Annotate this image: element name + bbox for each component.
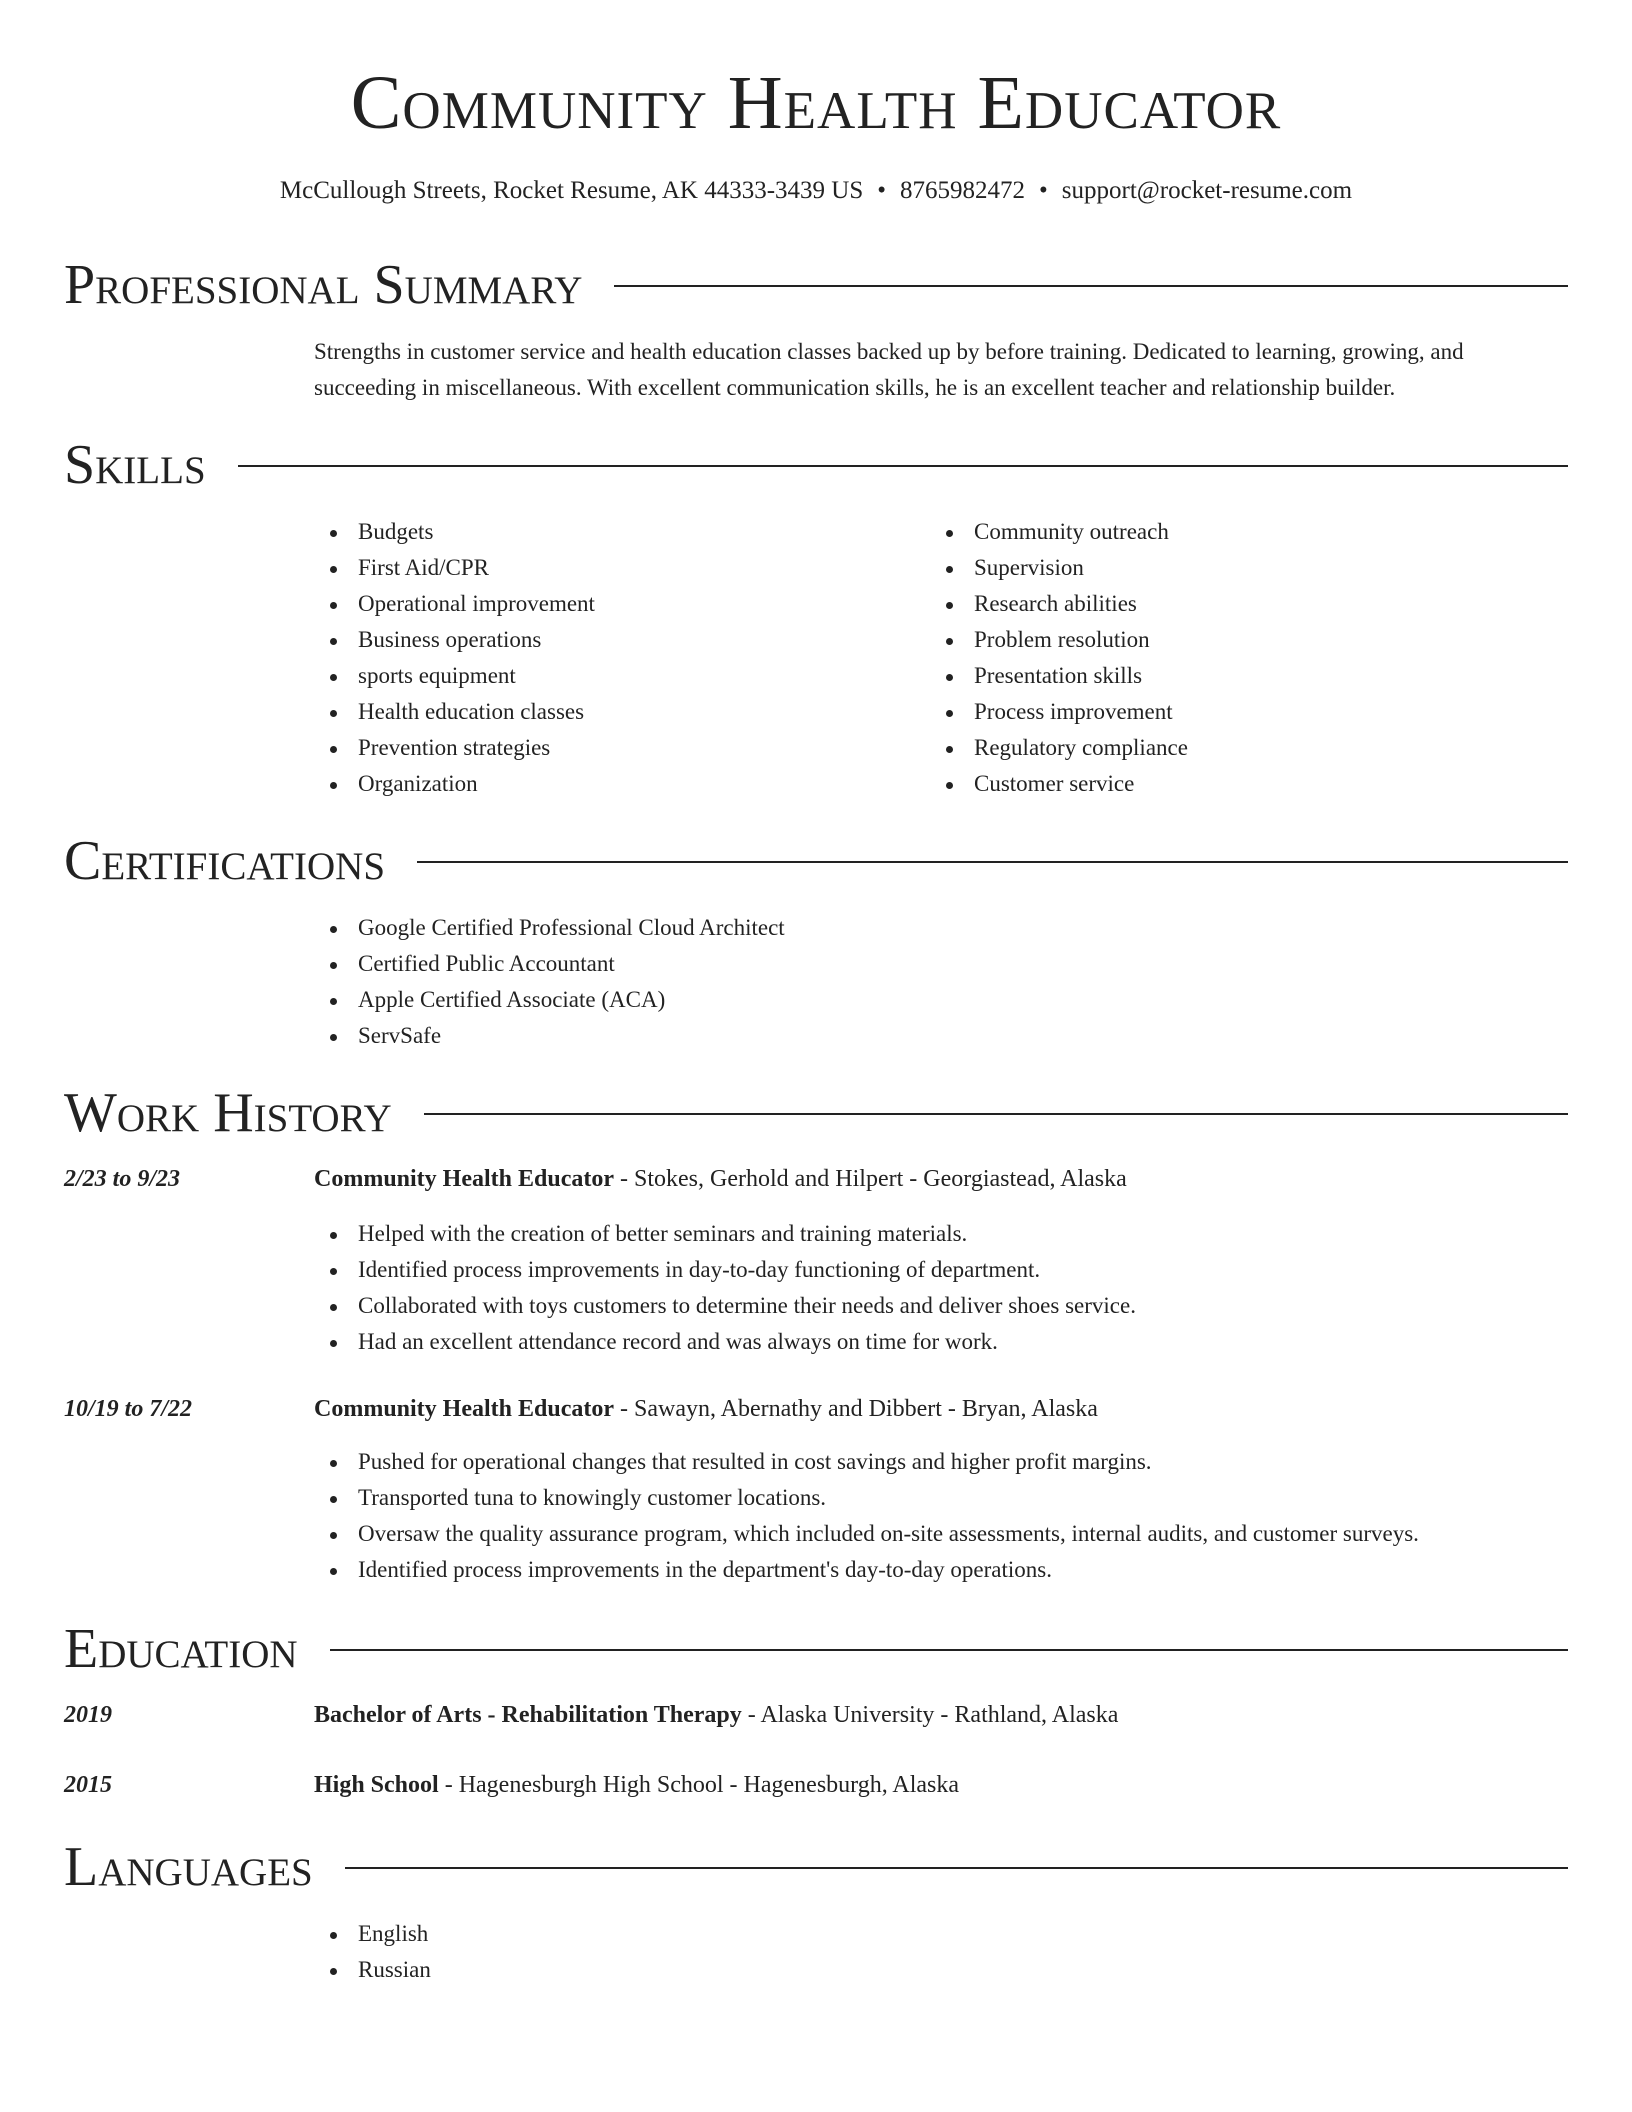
section-divider	[345, 1867, 1568, 1869]
section-divider	[330, 1649, 1568, 1651]
education-degree: High School	[314, 1772, 439, 1798]
list-item: Budgets	[314, 514, 930, 550]
section-title: Professional Summary	[64, 254, 583, 316]
skills-column-1	[314, 514, 930, 802]
job-dates: 10/19 to 7/22	[64, 1396, 193, 1422]
list-item: Had an excellent attendance record and was always on time for work.	[314, 1324, 1568, 1360]
education-line	[314, 1768, 1568, 1802]
job-employer: - Sawayn, Abernathy and Dibbert - Bryan, Alaska	[614, 1396, 1098, 1422]
education-school: - Alaska University - Rathland, Alaska	[741, 1702, 1119, 1728]
list-item: English	[314, 1916, 1568, 1952]
list-item: Identified process improvements in the department's day-to-day operations.	[314, 1552, 1568, 1588]
job-role: Community Health Educator	[314, 1166, 614, 1192]
list-item: Helped with the creation of better seminars and training materials.	[314, 1216, 1568, 1252]
list-item: Apple Certified Associate (ACA)	[314, 982, 1568, 1018]
contact-separator: •	[1039, 177, 1048, 204]
section-title: Languages	[64, 1836, 313, 1898]
list-item: Community outreach	[930, 514, 1530, 550]
skills-column-2	[930, 514, 1530, 802]
list-item: sports equipment	[314, 658, 930, 694]
section-title: Work History	[64, 1082, 392, 1144]
contact-separator: •	[877, 177, 886, 204]
section-title: Education	[64, 1618, 298, 1680]
list-item: Process improvement	[930, 694, 1530, 730]
list-item: Certified Public Accountant	[314, 946, 1568, 982]
job-title-line	[314, 1162, 1568, 1196]
contact-address: McCullough Streets, Rocket Resume, AK 44333-3439 US	[279, 177, 864, 204]
list-item: Presentation skills	[930, 658, 1530, 694]
section-divider	[614, 285, 1568, 287]
education-section-header	[64, 1616, 1568, 1682]
contact-line	[64, 174, 1568, 208]
list-item: Prevention strategies	[314, 730, 930, 766]
list-item: Organization	[314, 766, 930, 802]
section-title: Certifications	[64, 830, 386, 892]
summary-section-header	[64, 252, 1568, 318]
list-item: Problem resolution	[930, 622, 1530, 658]
section-title: Skills	[64, 434, 206, 496]
list-item: Collaborated with toys customers to determine their needs and deliver shoes service.	[314, 1288, 1568, 1324]
education-school: - Hagenesburgh High School - Hagenesburgh, Alaska	[438, 1772, 960, 1798]
summary-text: Strengths in customer service and health education classes backed up by before training. Dedicated to learning, growing, and succeeding in miscellaneous. With excellent communication skills, he is an excellent teacher and relationship builder.	[314, 339, 1464, 400]
list-item: Supervision	[930, 550, 1530, 586]
job-bullets	[314, 1444, 1568, 1588]
education-line	[314, 1698, 1568, 1732]
list-item: Google Certified Professional Cloud Architect	[314, 910, 1568, 946]
certifications-section-header	[64, 828, 1568, 894]
job-bullets	[314, 1216, 1568, 1360]
list-item: Identified process improvements in day-to-day functioning of department.	[314, 1252, 1568, 1288]
job-role: Community Health Educator	[314, 1396, 614, 1422]
section-divider	[238, 465, 1568, 467]
contact-email[interactable]: support@rocket-resume.com	[1061, 177, 1353, 204]
education-year: 2019	[64, 1702, 112, 1728]
section-divider	[417, 861, 1568, 863]
list-item: Transported tuna to knowingly customer locations.	[314, 1480, 1568, 1516]
list-item: Customer service	[930, 766, 1530, 802]
list-item: Pushed for operational changes that resulted in cost savings and higher profit margins.	[314, 1444, 1568, 1480]
job-dates: 2/23 to 9/23	[64, 1166, 181, 1192]
languages-list	[314, 1916, 1568, 1988]
list-item: Regulatory compliance	[930, 730, 1530, 766]
list-item: Russian	[314, 1952, 1568, 1988]
list-item: Health education classes	[314, 694, 930, 730]
list-item: Research abilities	[930, 586, 1530, 622]
candidate-name: Community Health Educator	[350, 61, 1282, 145]
list-item: ServSafe	[314, 1018, 1568, 1054]
list-item: Business operations	[314, 622, 930, 658]
education-year: 2015	[64, 1772, 112, 1798]
languages-section-header	[64, 1834, 1568, 1900]
skills-list	[314, 514, 1568, 802]
certifications-list	[314, 910, 1568, 1054]
list-item: Operational improvement	[314, 586, 930, 622]
education-degree: Bachelor of Arts - Rehabilitation Therapy	[314, 1702, 742, 1728]
skills-section-header	[64, 432, 1568, 498]
section-divider	[424, 1113, 1568, 1115]
work-history-section-header	[64, 1080, 1568, 1146]
list-item: Oversaw the quality assurance program, which included on-site assessments, internal audits, and customer surveys.	[314, 1516, 1568, 1552]
job-employer: - Stokes, Gerhold and Hilpert - Georgiastead, Alaska	[614, 1166, 1127, 1192]
job-title-line	[314, 1392, 1568, 1426]
contact-phone: 8765982472	[900, 177, 1025, 204]
list-item: First Aid/CPR	[314, 550, 930, 586]
